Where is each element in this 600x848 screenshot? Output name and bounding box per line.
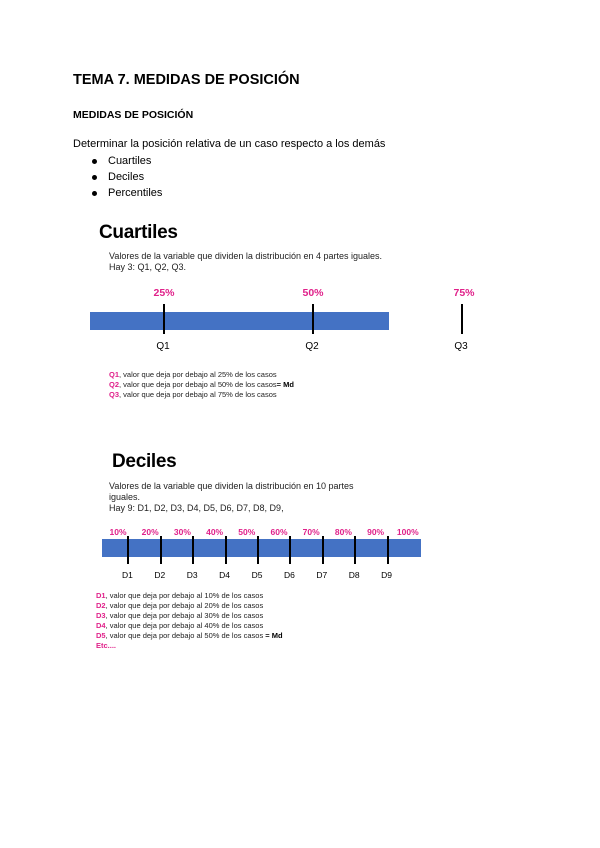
definition-md: = Md xyxy=(263,631,283,640)
deciles-tick xyxy=(225,536,227,564)
quartiles-percent-label: 25% xyxy=(153,287,175,299)
deciles-tick-label: D2 xyxy=(154,570,166,580)
definition-row xyxy=(109,370,294,380)
intro-text: Determinar la posición relativa de un caso respecto a los demás xyxy=(73,138,386,150)
definition-row xyxy=(96,601,283,611)
definition-text: , valor que deja por debajo al 75% de los casos xyxy=(119,390,277,399)
deciles-tick xyxy=(387,536,389,564)
deciles-tick xyxy=(354,536,356,564)
deciles-percent-label: 60% xyxy=(270,527,288,537)
quartiles-tick xyxy=(163,304,165,334)
definition-row xyxy=(109,390,294,400)
bullet-item: Deciles xyxy=(92,169,162,185)
definition-row xyxy=(109,380,294,390)
definition-text: , valor que deja por debajo al 25% de los casos xyxy=(119,370,277,379)
deciles-tick-label: D7 xyxy=(316,570,328,580)
deciles-percent-label: 90% xyxy=(367,527,385,537)
deciles-definitions xyxy=(96,591,283,651)
definition-label: Q1 xyxy=(109,370,120,379)
deciles-description xyxy=(109,481,354,514)
definition-row xyxy=(96,611,283,621)
definition-text: , valor que deja por debajo al 20% de los casos xyxy=(105,601,264,610)
quartiles-figure-title: Cuartiles xyxy=(99,222,178,243)
quartiles-tick-label: Q1 xyxy=(156,341,170,352)
quartiles-percent-label: 75% xyxy=(453,287,475,299)
definition-row xyxy=(96,631,283,641)
definition-md: = Md xyxy=(276,380,294,389)
deciles-tick-label: D4 xyxy=(219,570,231,580)
definition-label: D3 xyxy=(96,611,106,620)
deciles-tick xyxy=(257,536,259,564)
quartiles-bar xyxy=(90,312,389,330)
deciles-percent-label: 40% xyxy=(206,527,224,537)
quartiles-description-line: Valores de la variable que dividen la distribución en 4 partes iguales. xyxy=(109,251,383,261)
definition-label: D4 xyxy=(96,621,106,630)
deciles-tick-label: D1 xyxy=(121,570,133,580)
deciles-percent-label: 80% xyxy=(334,527,352,537)
document-title: TEMA 7. MEDIDAS DE POSICIÓN xyxy=(73,72,300,88)
definition-label: D5 xyxy=(96,631,106,640)
definition-label: Q2 xyxy=(109,380,120,389)
definition-text: , valor que deja por debajo al 10% de los casos xyxy=(105,591,264,600)
quartiles-tick-label: Q3 xyxy=(454,341,468,352)
quartiles-description xyxy=(109,251,382,273)
deciles-tick-label: D6 xyxy=(283,570,295,580)
definition-text: , valor que deja por debajo al 30% de los casos xyxy=(105,611,264,620)
deciles-tick xyxy=(289,536,291,564)
deciles-tick-label: D9 xyxy=(381,570,393,580)
deciles-percent-label: 20% xyxy=(141,527,159,537)
deciles-percent-label: 70% xyxy=(302,527,320,537)
definitions-etc: Etc.... xyxy=(96,641,117,650)
deciles-tick xyxy=(127,536,129,564)
deciles-description-line: Hay 9: D1, D2, D3, D4, D5, D6, D7, D8, D9, xyxy=(109,503,284,513)
definition-row xyxy=(96,621,283,631)
quartiles-description-line: Hay 3: Q1, Q2, Q3. xyxy=(109,262,187,272)
deciles-tick-label: D3 xyxy=(186,570,198,580)
deciles-bar xyxy=(102,539,421,557)
deciles-percent-label: 30% xyxy=(173,527,191,537)
definition-text: , valor que deja por debajo al 50% de los casos xyxy=(105,631,264,640)
deciles-percent-label: 50% xyxy=(238,527,256,537)
quartiles-percent-label: 50% xyxy=(302,287,324,299)
quartiles-tick xyxy=(461,304,463,334)
quartiles-tick-label: Q2 xyxy=(305,341,319,352)
definition-label: Q3 xyxy=(109,390,120,399)
quartiles-tick xyxy=(312,304,314,334)
deciles-tick-label: D8 xyxy=(348,570,360,580)
bullet-item: Percentiles xyxy=(92,185,162,201)
quartiles-definitions xyxy=(109,370,294,400)
deciles-tick xyxy=(192,536,194,564)
deciles-percent-label: 10% xyxy=(109,527,127,537)
definition-row xyxy=(96,591,283,601)
bullet-list xyxy=(92,153,162,201)
bullet-item: Cuartiles xyxy=(92,153,162,169)
definition-label: D1 xyxy=(96,591,106,600)
definition-text: , valor que deja por debajo al 40% de los casos xyxy=(105,621,264,630)
deciles-figure-title: Deciles xyxy=(112,451,177,472)
definition-label: D2 xyxy=(96,601,106,610)
deciles-description-line: Valores de la variable que dividen la distribución en 10 partes xyxy=(109,481,354,491)
section-heading: MEDIDAS DE POSICIÓN xyxy=(73,109,194,121)
definition-text: , valor que deja por debajo al 50% de los casos xyxy=(119,380,277,389)
deciles-tick-label: D5 xyxy=(251,570,263,580)
deciles-description-line: iguales. xyxy=(109,492,141,502)
deciles-percent-label: 100% xyxy=(396,527,419,537)
deciles-tick xyxy=(322,536,324,564)
deciles-tick xyxy=(160,536,162,564)
